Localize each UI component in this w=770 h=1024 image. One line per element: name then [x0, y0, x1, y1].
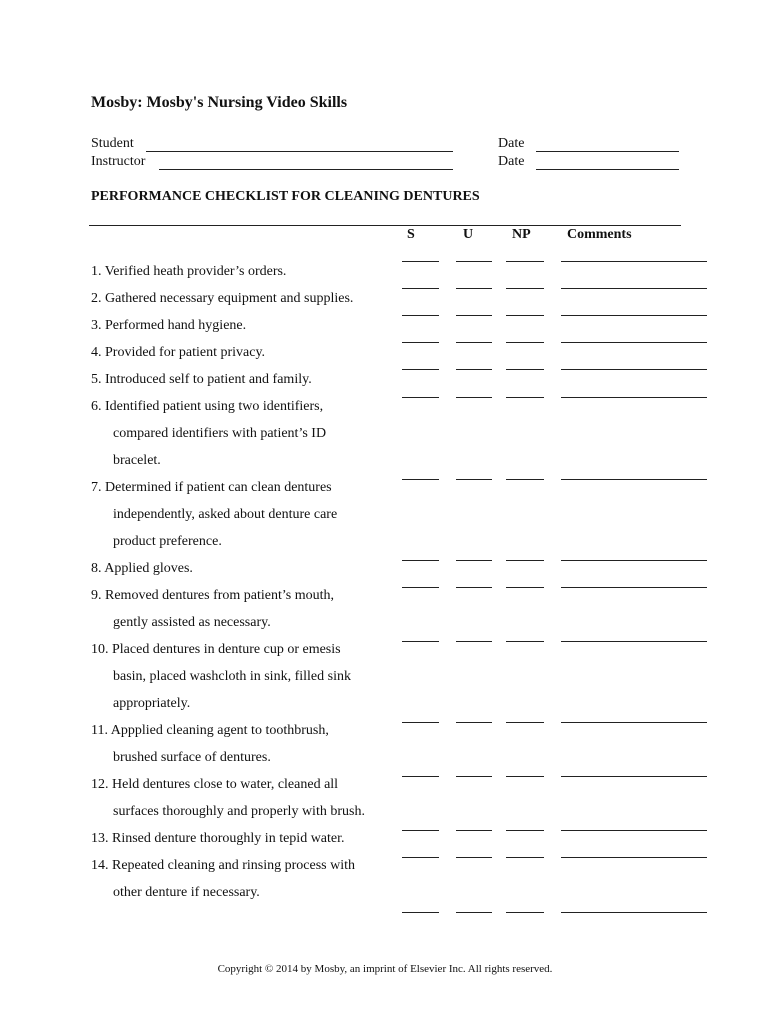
s-answer-blank[interactable] [402, 857, 439, 858]
item-text: Appplied cleaning agent to toothbrush, [110, 723, 329, 738]
np-answer-blank[interactable] [506, 288, 544, 289]
np-answer-blank[interactable] [506, 857, 544, 858]
np-answer-blank[interactable] [506, 722, 544, 723]
item-number: 12. [91, 777, 109, 792]
column-header-comments: Comments [567, 227, 632, 242]
instructor-field[interactable] [159, 169, 453, 170]
item-text: Determined if patient can clean dentures [105, 480, 332, 495]
instructor-label: Instructor [91, 154, 146, 169]
checklist-item [91, 312, 246, 339]
comments-answer-blank[interactable] [561, 722, 707, 723]
s-answer-blank[interactable] [402, 560, 439, 561]
comments-answer-blank[interactable] [561, 587, 707, 588]
u-answer-blank[interactable] [456, 315, 492, 316]
item-text: Introduced self to patient and family. [105, 372, 312, 387]
checklist-item [91, 636, 341, 663]
item-number: 4. [91, 345, 102, 360]
item-text-continued: product preference. [113, 534, 222, 549]
np-answer-blank[interactable] [506, 479, 544, 480]
item-text: Rinsed denture thoroughly in tepid water. [112, 831, 345, 846]
item-text: Applied gloves. [104, 561, 193, 576]
date-label-student: Date [498, 136, 525, 151]
item-text-continued: basin, placed washcloth in sink, filled sink [113, 669, 351, 684]
item-number: 8. [91, 561, 102, 576]
s-answer-blank[interactable] [402, 587, 439, 588]
item-text: Removed dentures from patient’s mouth, [105, 588, 335, 603]
s-answer-blank[interactable] [402, 369, 439, 370]
s-answer-blank[interactable] [402, 342, 439, 343]
item-number: 2. [91, 291, 102, 306]
student-date-field[interactable] [536, 151, 679, 152]
comments-answer-blank[interactable] [561, 315, 707, 316]
s-answer-blank[interactable] [402, 722, 439, 723]
item-text: Gathered necessary equipment and supplies. [105, 291, 354, 306]
checklist-heading: PERFORMANCE CHECKLIST FOR CLEANING DENTURES [91, 189, 480, 204]
item-number: 6. [91, 399, 102, 414]
comments-answer-blank[interactable] [561, 857, 707, 858]
s-answer-blank[interactable] [402, 288, 439, 289]
np-answer-blank[interactable] [506, 369, 544, 370]
item-text: Performed hand hygiene. [105, 318, 247, 333]
item-text: Identified patient using two identifiers, [105, 399, 324, 414]
item-text: Placed dentures in denture cup or emesis [112, 642, 341, 657]
item-text-continued: bracelet. [113, 453, 161, 468]
u-answer-blank[interactable] [456, 261, 492, 262]
np-answer-blank[interactable] [506, 560, 544, 561]
checklist-item [91, 852, 355, 879]
np-answer-blank[interactable] [506, 830, 544, 831]
item-text-continued: brushed surface of dentures. [113, 750, 271, 765]
np-answer-blank[interactable] [506, 776, 544, 777]
comments-answer-blank[interactable] [561, 369, 707, 370]
u-answer-blank[interactable] [456, 830, 492, 831]
page-title: Mosby: Mosby's Nursing Video Skills [91, 94, 348, 111]
item-number: 1. [91, 264, 102, 279]
u-answer-blank[interactable] [456, 342, 492, 343]
u-answer-blank[interactable] [456, 912, 492, 913]
item-number: 3. [91, 318, 102, 333]
comments-answer-blank[interactable] [561, 641, 707, 642]
np-answer-blank[interactable] [506, 912, 544, 913]
date-label-instructor: Date [498, 154, 525, 169]
item-text-continued: gently assisted as necessary. [113, 615, 271, 630]
checklist-item [91, 474, 332, 501]
checklist-item [91, 825, 345, 852]
s-answer-blank[interactable] [402, 397, 439, 398]
item-text-continued: appropriately. [113, 696, 191, 711]
checklist-item [91, 258, 286, 285]
comments-answer-blank[interactable] [561, 288, 707, 289]
u-answer-blank[interactable] [456, 560, 492, 561]
u-answer-blank[interactable] [456, 397, 492, 398]
comments-answer-blank[interactable] [561, 397, 707, 398]
s-answer-blank[interactable] [402, 776, 439, 777]
column-header-u: U [463, 227, 474, 242]
u-answer-blank[interactable] [456, 722, 492, 723]
comments-answer-blank[interactable] [561, 261, 707, 262]
student-label: Student [91, 136, 134, 151]
item-text-continued: surfaces thoroughly and properly with brush. [113, 804, 365, 819]
column-header-np: NP [512, 227, 531, 242]
u-answer-blank[interactable] [456, 776, 492, 777]
np-answer-blank[interactable] [506, 342, 544, 343]
checklist-item [91, 285, 353, 312]
s-answer-blank[interactable] [402, 315, 439, 316]
checklist-item [91, 339, 265, 366]
np-answer-blank[interactable] [506, 261, 544, 262]
item-number: 11. [91, 723, 108, 738]
u-answer-blank[interactable] [456, 641, 492, 642]
s-answer-blank[interactable] [402, 479, 439, 480]
s-answer-blank[interactable] [402, 641, 439, 642]
comments-answer-blank[interactable] [561, 479, 707, 480]
item-text: Provided for patient privacy. [105, 345, 266, 360]
item-text-continued: independently, asked about denture care [113, 507, 338, 522]
heading-divider [89, 225, 681, 226]
comments-answer-blank[interactable] [561, 560, 707, 561]
u-answer-blank[interactable] [456, 369, 492, 370]
checklist-item [91, 717, 329, 744]
np-answer-blank[interactable] [506, 587, 544, 588]
item-number: 13. [91, 831, 109, 846]
student-field[interactable] [146, 151, 453, 152]
item-number: 10. [91, 642, 109, 657]
instructor-date-field[interactable] [536, 169, 679, 170]
checklist-item [91, 366, 312, 393]
item-text: Held dentures close to water, cleaned all [112, 777, 339, 792]
s-answer-blank[interactable] [402, 830, 439, 831]
item-number: 5. [91, 372, 102, 387]
item-text: Verified heath provider’s orders. [104, 264, 287, 279]
u-answer-blank[interactable] [456, 288, 492, 289]
s-answer-blank[interactable] [402, 261, 439, 262]
u-answer-blank[interactable] [456, 587, 492, 588]
item-text: Repeated cleaning and rinsing process with [112, 858, 355, 873]
copyright-footer: Copyright © 2014 by Mosby, an imprint of Elsevier Inc. All rights reserved. [217, 963, 553, 975]
item-text-continued: other denture if necessary. [113, 885, 260, 900]
u-answer-blank[interactable] [456, 479, 492, 480]
checklist-item [91, 582, 334, 609]
checklist-item [91, 771, 338, 798]
item-number: 7. [91, 480, 102, 495]
item-number: 9. [91, 588, 102, 603]
column-header-s: S [407, 227, 415, 242]
u-answer-blank[interactable] [456, 857, 492, 858]
checklist-item [91, 393, 323, 420]
np-answer-blank[interactable] [506, 641, 544, 642]
item-text-continued: compared identifiers with patient’s ID [113, 426, 327, 441]
comments-answer-blank[interactable] [561, 912, 707, 913]
checklist-item [91, 555, 193, 582]
np-answer-blank[interactable] [506, 315, 544, 316]
np-answer-blank[interactable] [506, 397, 544, 398]
item-number: 14. [91, 858, 109, 873]
comments-answer-blank[interactable] [561, 830, 707, 831]
comments-answer-blank[interactable] [561, 342, 707, 343]
s-answer-blank[interactable] [402, 912, 439, 913]
comments-answer-blank[interactable] [561, 776, 707, 777]
